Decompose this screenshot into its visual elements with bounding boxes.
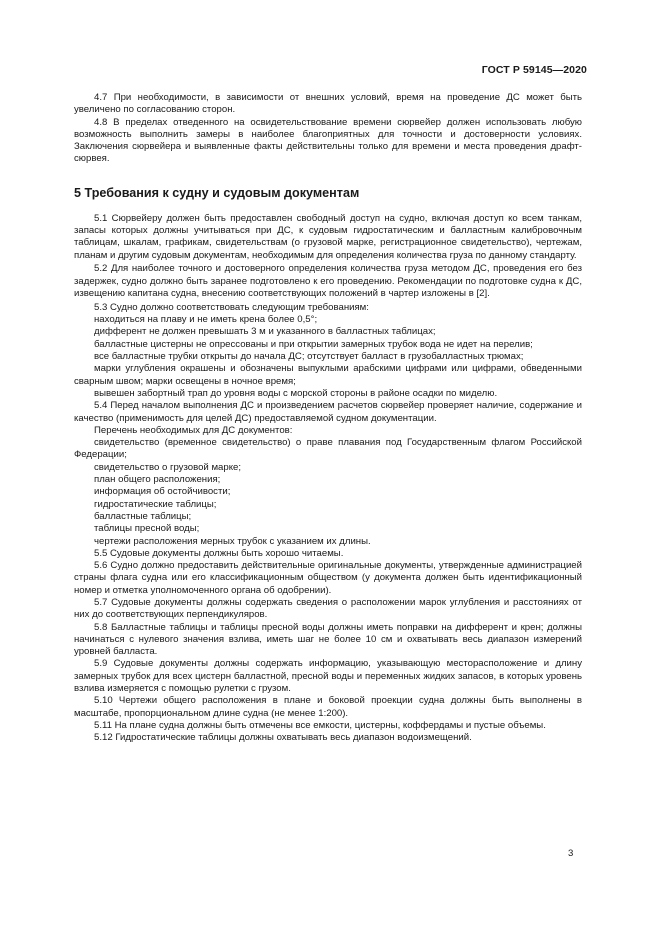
document-item: информация об остойчивости; bbox=[94, 486, 231, 498]
document-item: балластные таблицы; bbox=[94, 510, 192, 522]
requirement-item: балластные цистерны не опрессованы и при открытии замерных трубок вода не идет на перелив; bbox=[94, 338, 533, 350]
clause-5-11: 5.11 На плане судна должны быть отмечены все емкости, цистерны, коффердамы и пустые объемы. bbox=[94, 719, 546, 731]
section-5-title: 5 Требования к судну и судовым документам bbox=[74, 185, 360, 200]
clause-4-8: 4.8 В пределах отведенного на освидетельствование времени сюрвейер должен использовать любую возможность выполнить замеры в наиболее благоприятных для точности и достоверности условиях. Заключения сюрвейера и выявленные факты действительны только для времени и места проведения драфт-сюрвея. bbox=[74, 116, 582, 165]
page-number: 3 bbox=[568, 848, 574, 859]
clause-5-10: 5.10 Чертежи общего расположения в плане и боковой проекции судна должны быть выполнены в масштабе, пропорциональном длине судна (не менее 1:200). bbox=[74, 695, 582, 719]
requirement-item: все балластные трубки открыты до начала ДС; отсутствует балласт в грузобалластных трюмах; bbox=[94, 351, 524, 363]
clause-5-2: 5.2 Для наиболее точного и достоверного определения количества груза методом ДС, проведения его без задержек, судно должно быть заранее подготовлено к его проведению. Рекомендации по подготовке судна к ДС, извещению капитана судна, внесению соответствующих положений в чартер изложены в [2]. bbox=[74, 263, 582, 300]
requirement-item: находиться на плаву и не иметь крена более 0,5°; bbox=[94, 314, 318, 326]
clause-5-12: 5.12 Гидростатические таблицы должны охватывать весь диапазон водоизмещений. bbox=[94, 732, 472, 744]
document-item: свидетельство (временное свидетельство) о праве плавания под Государственным флагом Российской Федерации; bbox=[74, 437, 582, 461]
documents-list-intro: Перечень необходимых для ДС документов: bbox=[94, 424, 293, 436]
document-code: ГОСТ Р 59145—2020 bbox=[481, 64, 587, 76]
document-item: план общего расположения; bbox=[94, 474, 221, 486]
requirement-item: вывешен забортный трап до уровня воды с морской стороны в районе осадки по миделю. bbox=[94, 387, 498, 399]
clause-5-8: 5.8 Балластные таблицы и таблицы пресной воды должны иметь поправки на дифферент и крен; должны начинаться с нулевого значения взлива, иметь шаг не более 10 см и охватывать весь диапазон измерений уровней балласта. bbox=[74, 621, 582, 658]
document-item: чертежи расположения мерных трубок с указанием их длины. bbox=[94, 535, 371, 547]
clause-5-7: 5.7 Судовые документы должны содержать сведения о расположении марок углубления и расстояниях от них до соответствующих перпендикуляров. bbox=[74, 596, 582, 621]
clause-5-1: 5.1 Сюрвейеру должен быть предоставлен свободный доступ на судно, включая доступ ко всем танкам, запасы которых должны учитываться при ДС, к судовым гидростатическим и балластным калибровочным таблицам, шкалам, графикам, свидетельствам (о грузовой марке, регистрационное свидетельство), чертежам, планам и другим судовым документам, необходимым для определения количества груза по данному стандарту. bbox=[74, 212, 582, 261]
clause-5-5: 5.5 Судовые документы должны быть хорошо читаемы. bbox=[94, 547, 344, 559]
clause-5-4: 5.4 Перед началом выполнения ДС и произведением расчетов сюрвейер проверяет наличие, содержание и качество (применимость для целей ДС) предоставляемой судном документации. bbox=[74, 400, 582, 424]
clause-4-7: 4.7 При необходимости, в зависимости от внешних условий, время на проведение ДС может быть увеличено по согласованию сторон. bbox=[74, 92, 582, 116]
requirement-item: дифферент не должен превышать 3 м и указанного в балластных таблицах; bbox=[94, 326, 436, 338]
clause-5-9: 5.9 Судовые документы должны содержать информацию, указывающую месторасположение и длину замерных трубок для всех цистерн балластной, пресной воды и переменных жидких запасов, в которых уровень взлива измеряется с помощью рулетки с грузом. bbox=[74, 658, 582, 695]
document-item: гидростатические таблицы; bbox=[94, 498, 217, 510]
requirement-item: марки углубления окрашены и обозначены выпуклыми арабскими цифрами или цифрами, обведенными сварным швом; марки освещены в ночное время; bbox=[74, 363, 582, 387]
clause-5-3: 5.3 Судно должно соответствовать следующим требованиям: bbox=[94, 301, 369, 313]
document-item: свидетельство о грузовой марке; bbox=[94, 461, 242, 473]
clause-5-6: 5.6 Судно должно предоставить действительные оригинальные документы, утвержденные администрацией страны флага судна или его классификационным обществом (у документа должен быть идентификационный номер и отметка уполномоченного органа об одобрении). bbox=[74, 560, 582, 596]
page-content bbox=[74, 92, 582, 745]
document-item: таблицы пресной воды; bbox=[94, 523, 200, 535]
